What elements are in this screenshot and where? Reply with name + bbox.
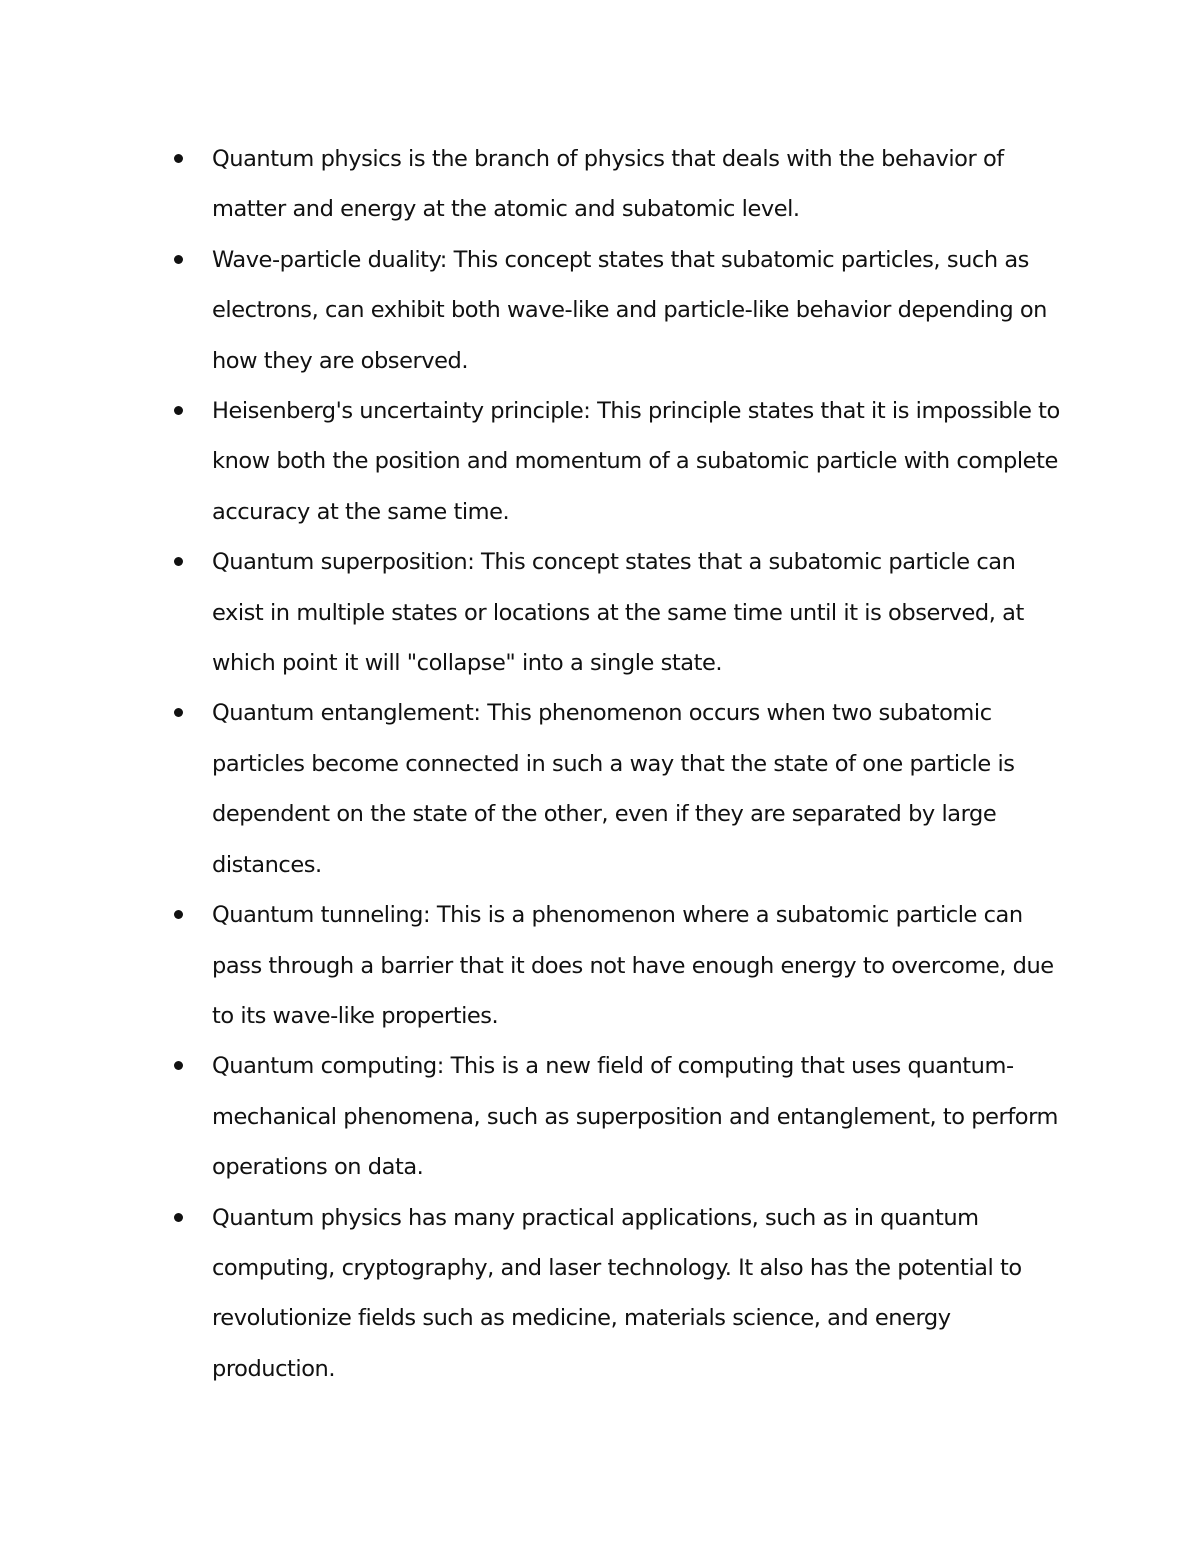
list-item (170, 235, 1070, 386)
bullet-icon (174, 557, 183, 566)
list-item (170, 890, 1070, 1041)
bullet-icon (174, 154, 183, 163)
bullet-icon (174, 910, 183, 919)
list-item (170, 1193, 1070, 1395)
list-item (170, 1041, 1070, 1192)
list-item-text: Quantum physics has many practical applications, such as in quantum computing, cryptography, and laser technology. It also has the potential to revolutionize fields such as medicine, materials science, and energy production. (212, 1204, 1022, 1382)
bullet-icon (174, 1061, 183, 1070)
list-item (170, 134, 1070, 235)
list-item-text: Quantum physics is the branch of physics that deals with the behavior of matter and energy at the atomic and subatomic level. (212, 146, 1004, 223)
list-item (170, 537, 1070, 688)
bullet-icon (174, 255, 183, 264)
list-item (170, 386, 1070, 537)
list-item-text: Quantum superposition: This concept states that a subatomic particle can exist in multiple states or locations at the same time until it is observed, at which point it will "collapse" into a single state. (212, 549, 1024, 677)
list-item (170, 688, 1070, 890)
bullet-icon (174, 406, 183, 415)
list-item-text: Quantum computing: This is a new field of computing that uses quantum-mechanical phenomena, such as superposition and entanglement, to perform operations on data. (212, 1053, 1058, 1181)
list-item-text: Quantum tunneling: This is a phenomenon where a subatomic particle can pass through a barrier that it does not have enough energy to overcome, due to its wave-like properties. (212, 902, 1054, 1029)
list-item-text: Quantum entanglement: This phenomenon occurs when two subatomic particles become connected in such a way that the state of one particle is dependent on the state of the other, even if they are separated by large distances. (212, 700, 1015, 878)
bullet-icon (174, 1213, 183, 1222)
list-item-text: Wave-particle duality: This concept states that subatomic particles, such as electrons, can exhibit both wave-like and particle-like behavior depending on how they are observed. (212, 246, 1047, 374)
bullet-list (170, 134, 1070, 1394)
bullet-icon (174, 708, 183, 717)
list-item-text: Heisenberg's uncertainty principle: This principle states that it is impossible to know both the position and momentum of a subatomic particle with complete accuracy at the same time. (212, 398, 1060, 525)
